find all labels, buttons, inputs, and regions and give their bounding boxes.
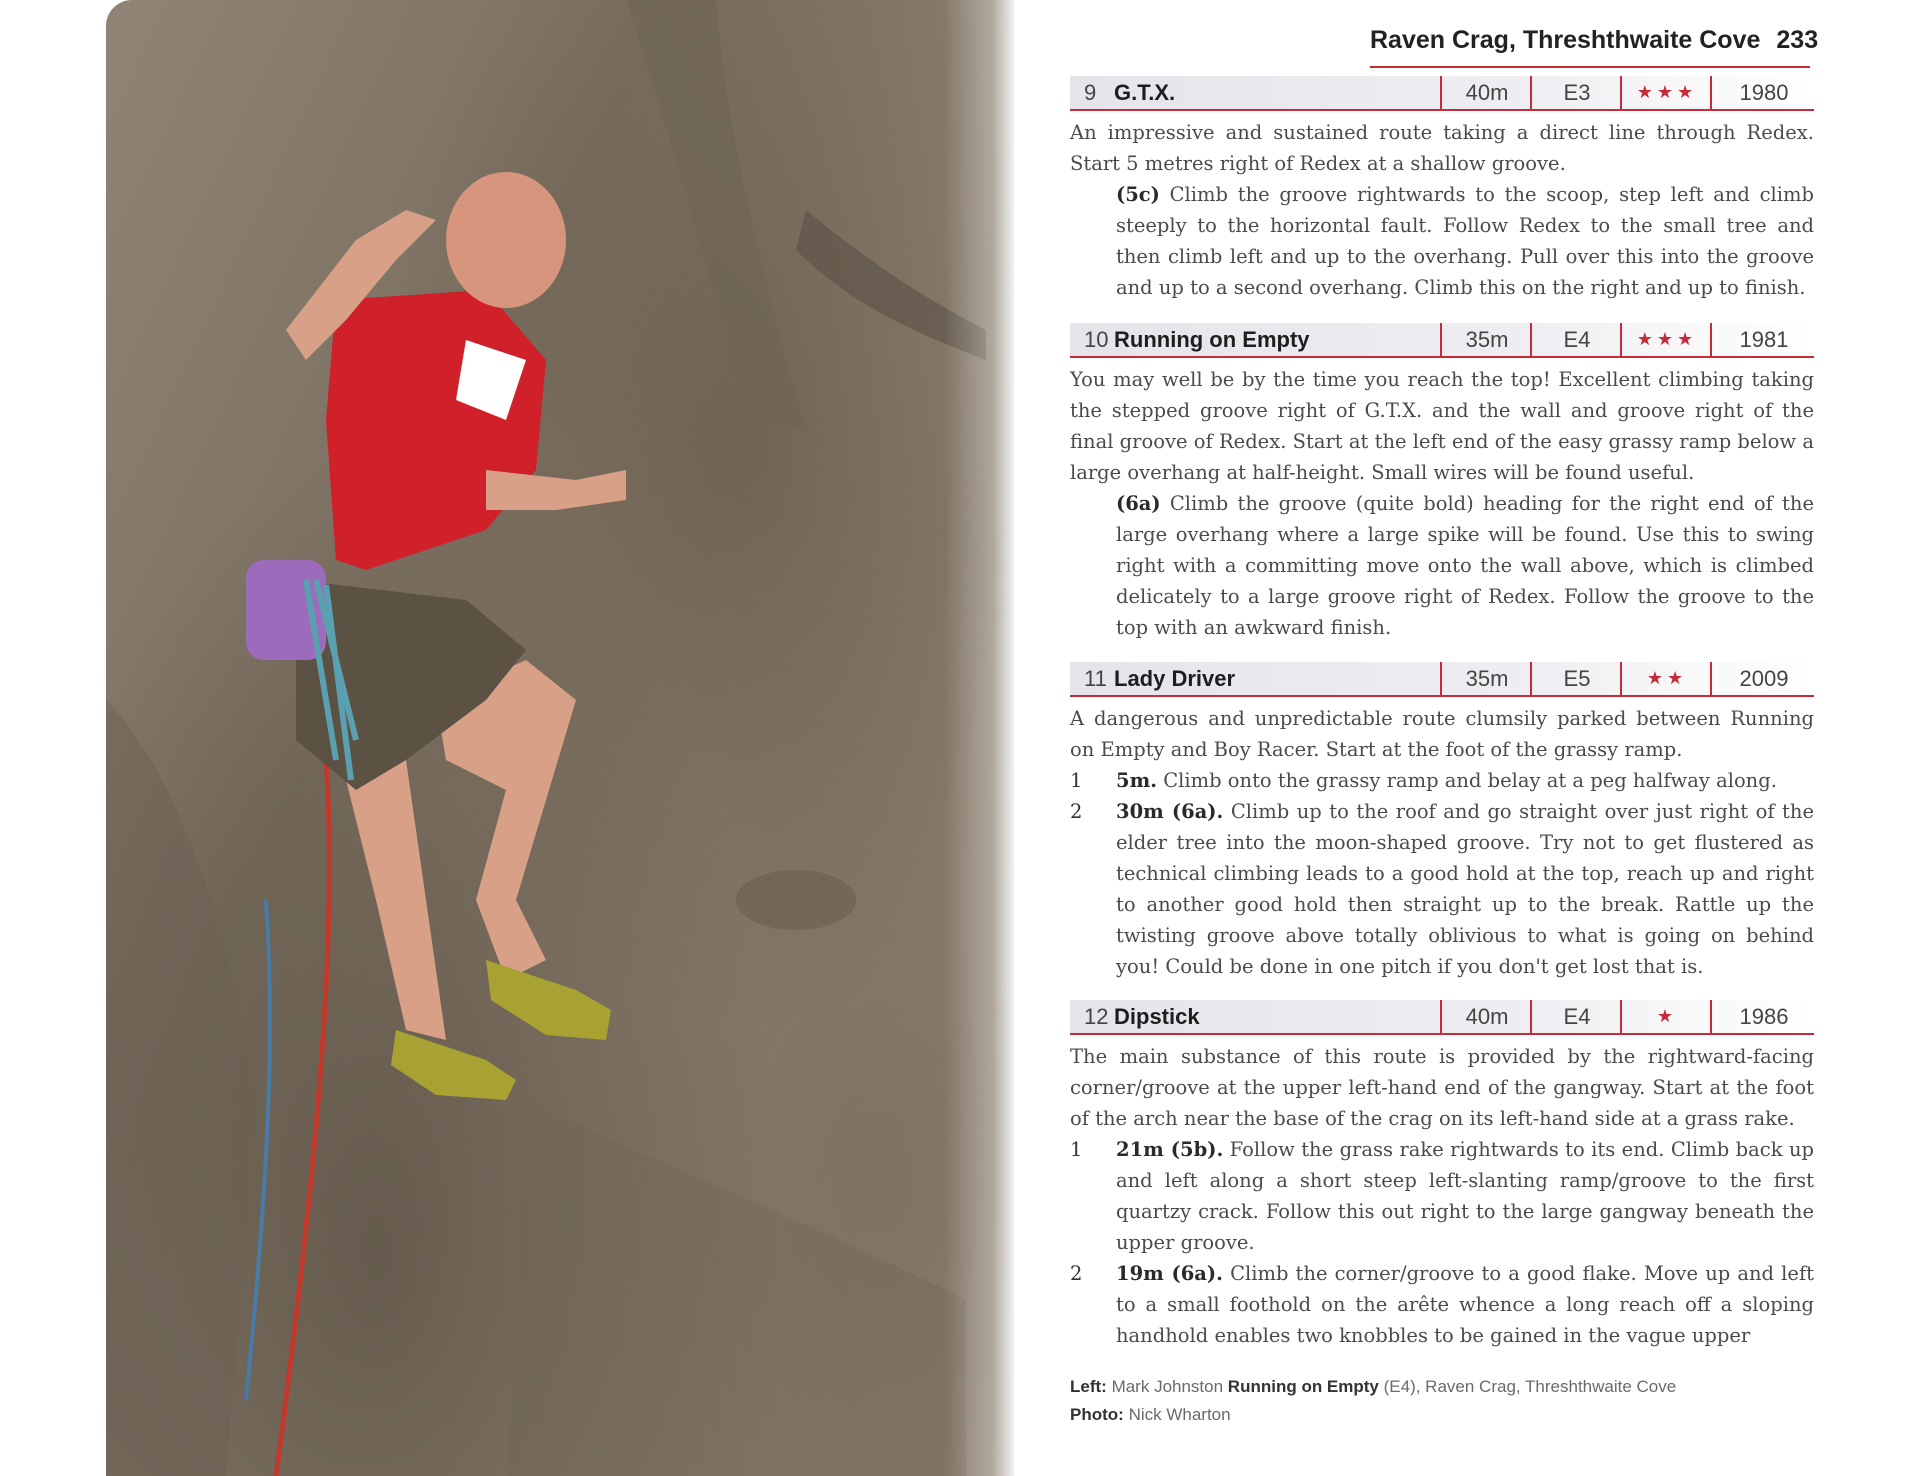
page-number: 233 — [1776, 26, 1819, 54]
route-grade: E5 — [1530, 662, 1622, 695]
route-name: Dipstick — [1114, 1004, 1200, 1029]
pitch-label: (5c) — [1116, 183, 1160, 206]
route-year: 2009 — [1710, 662, 1816, 695]
route-number: 12 — [1084, 1004, 1109, 1029]
route-description: A dangerous and unpredictable route clumsily parked between Running on Empty and Boy Racer. Start at the foot of the grassy ramp. — [1070, 707, 1814, 761]
route-length: 40m — [1440, 1000, 1532, 1033]
pitch-text: Climb up to the roof and go straight over just right of the elder tree into the moon-shaped groove. Try not to get flustered as technical climbing leads to a good hold at the top, reach up and right to another good hold then straight up to the break. Rattle up the twisting groove above totally oblivious to what is going on behind you! Could be done in one pitch if you don't get lost that is. — [1116, 800, 1814, 978]
route-stars: ★★★ — [1620, 323, 1712, 356]
caption-line-photo — [1070, 1401, 1814, 1429]
route-entry-dipstick — [1070, 1000, 1814, 1351]
route-description: The main substance of this route is provided by the rightward-facing corner/groove at the upper left-hand end of the gangway. Start at the foot of the arch near the base of the crag on its left-hand side at a grass rake. — [1070, 1045, 1814, 1130]
caption-left-label: Left: — [1070, 1377, 1107, 1396]
pitch-label: 19m (6a). — [1116, 1262, 1223, 1285]
route-length: 40m — [1440, 76, 1532, 109]
photo-caption — [1070, 1373, 1814, 1429]
route-entry-gtx — [1070, 76, 1814, 303]
route-number: 9 — [1084, 80, 1097, 105]
pitch-text: Follow the grass rake rightwards to its end. Climb back up and left along a short steep left-slanting ramp/groove to the first quartzy crack. Follow this out right to the large gangway beneath the upper groove. — [1116, 1138, 1814, 1254]
route-stars: ★★ — [1620, 662, 1712, 695]
crag-title: Raven Crag, Threshthwaite Cove — [1370, 26, 1761, 54]
caption-route: Running on Empty — [1227, 1377, 1379, 1396]
route-length: 35m — [1440, 662, 1532, 695]
running-header — [1370, 26, 1819, 68]
route-pitch — [1116, 488, 1814, 643]
pitch-label: 21m (5b). — [1116, 1138, 1224, 1161]
pitch-text: Climb onto the grassy ramp and belay at a peg halfway along. — [1163, 769, 1777, 792]
route-bar — [1070, 323, 1814, 358]
pitch-text: Climb the groove (quite bold) heading for the right end of the large overhang where a large spike will be found. Use this to swing right with a committing move onto the wall above, which is climbed delicately to a large groove right of Redex. Follow the groove to the top with an awkward finish. — [1116, 492, 1814, 639]
route-entry-running-on-empty — [1070, 323, 1814, 643]
route-name: G.T.X. — [1114, 80, 1176, 105]
caption-photographer: Nick Wharton — [1128, 1405, 1231, 1424]
route-year: 1981 — [1710, 323, 1816, 356]
pitch-number: 2 — [1070, 800, 1083, 823]
pitch-label: 30m (6a). — [1116, 800, 1224, 823]
route-bar — [1070, 662, 1814, 697]
route-length: 35m — [1440, 323, 1532, 356]
climber-illustration — [106, 0, 1014, 1476]
caption-climber: Mark Johnston — [1111, 1377, 1224, 1396]
climbing-photo — [106, 0, 1014, 1476]
route-description: You may well be by the time you reach the top! Excellent climbing taking the stepped groove right of G.T.X. and the wall and groove right of the final groove of Redex. Start at the left end of the easy grassy ramp below a large overhang at half-height. Small wires will be found useful. — [1070, 368, 1814, 484]
route-year: 1980 — [1710, 76, 1816, 109]
route-description: An impressive and sustained route taking a direct line through Redex. Start 5 metres right of Redex at a shallow groove. — [1070, 121, 1814, 175]
route-pitch — [1070, 796, 1814, 982]
caption-location: (E4), Raven Crag, Threshthwaite Cove — [1383, 1377, 1677, 1396]
pitch-text: Climb the groove rightwards to the scoop, step left and climb steeply to the horizontal fault. Follow Redex to the small tree and then climb left and up to the overhang. Pull over this into the groove and up to a second overhang. Climb this on the right and up to finish. — [1116, 183, 1814, 299]
route-number: 10 — [1084, 327, 1109, 352]
pitch-number: 1 — [1070, 1138, 1083, 1161]
caption-photo-label: Photo: — [1070, 1405, 1124, 1424]
route-stars: ★★★ — [1620, 76, 1712, 109]
caption-line-left — [1070, 1373, 1814, 1401]
route-name: Lady Driver — [1114, 666, 1236, 691]
route-grade: E3 — [1530, 76, 1622, 109]
route-year: 1986 — [1710, 1000, 1816, 1033]
route-grade: E4 — [1530, 1000, 1622, 1033]
route-name: Running on Empty — [1114, 327, 1310, 352]
pitch-label: (6a) — [1116, 492, 1161, 515]
pitch-label: 5m. — [1116, 769, 1157, 792]
route-pitch — [1070, 765, 1814, 796]
route-entry-lady-driver — [1070, 662, 1814, 982]
page-gutter-shadow — [944, 0, 1014, 1476]
pitch-text: Climb the corner/groove to a good flake. Move up and left to a small foothold on the arête whence a long reach off a sloping handhold enables two knobbles to be gained in the vague upper — [1116, 1262, 1814, 1347]
pitch-number: 1 — [1070, 769, 1083, 792]
route-grade: E4 — [1530, 323, 1622, 356]
route-pitch — [1070, 1258, 1814, 1351]
route-stars: ★ — [1620, 1000, 1712, 1033]
route-bar — [1070, 76, 1814, 111]
pitch-number: 2 — [1070, 1262, 1083, 1285]
route-number: 11 — [1084, 666, 1107, 691]
route-pitch — [1070, 1134, 1814, 1258]
route-bar — [1070, 1000, 1814, 1035]
route-pitch — [1116, 179, 1814, 303]
